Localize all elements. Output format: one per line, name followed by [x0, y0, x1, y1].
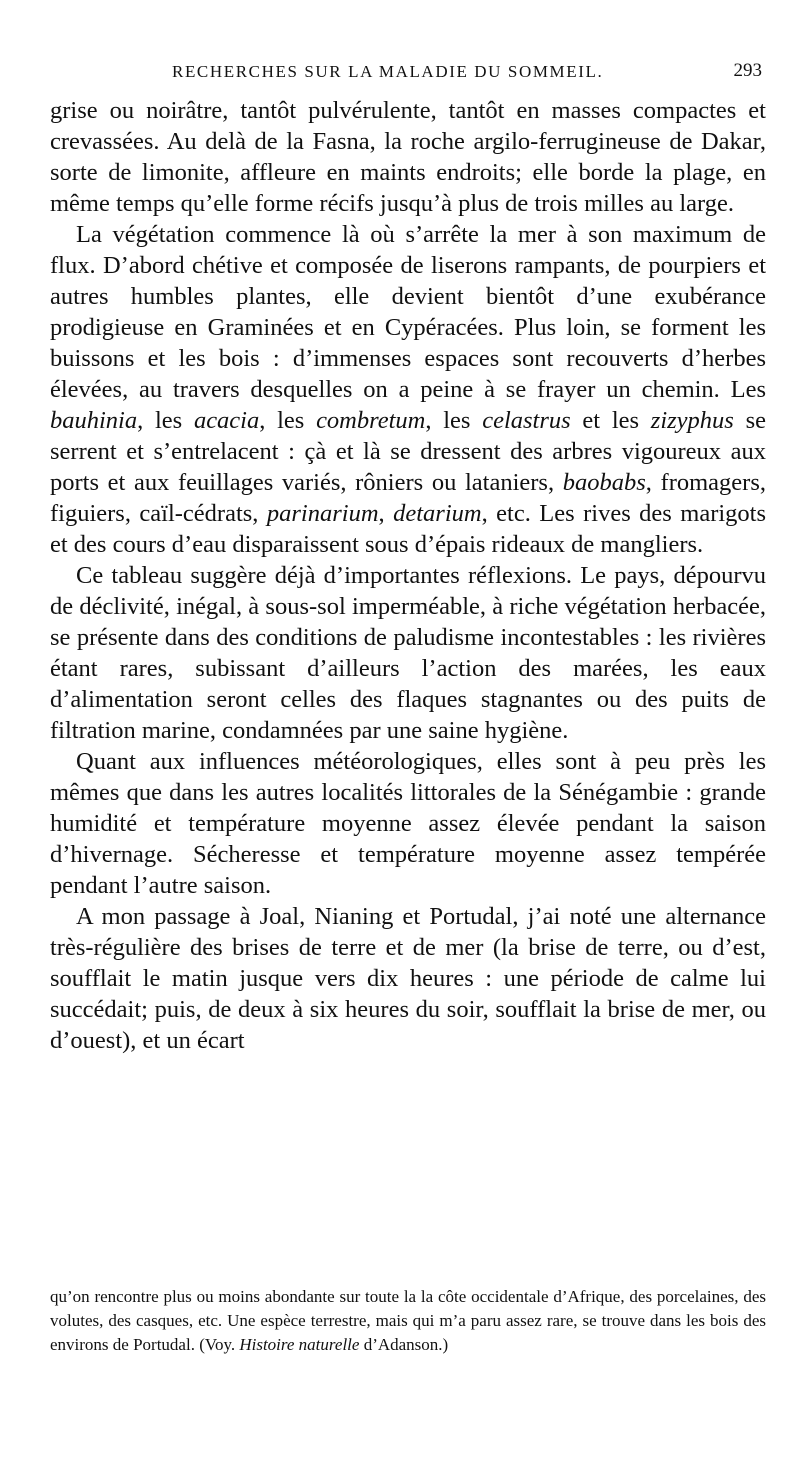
- italic-term: zizyphus: [650, 407, 734, 434]
- text-run: , les: [259, 407, 317, 434]
- paragraph-5: A mon passage à Joal, Nianing et Portudal, j’ai noté une alternance très-régulière des brises de terre et de mer (la brise de terre, ou d’est, soufflait le matin jusque vers dix heures : une période de calme lui succédait; puis, de deux à six heures du soir, soufflait la brise de mer, ou d’ouest), et un écart: [50, 903, 766, 1054]
- text-run: , fromagers, figuiers, caïl-cédrats,: [50, 469, 766, 527]
- page-header: [50, 56, 762, 96]
- footnote-text: qu’on rencontre plus ou moins abondante sur toute la la côte occidentale d’Afrique, des porcelaines, des volutes, des casques, etc. Une espèce terrestre, mais qui m’a paru assez rare, se trouve dans les bois des environs de Portudal. (Voy.: [50, 1287, 766, 1354]
- footnote: [50, 1285, 766, 1357]
- paragraph-4: Quant aux influences météorologiques, elles sont à peu près les mêmes que dans les autres localités littorales de la Sénégambie : grande humidité et température moyenne assez élevée pendant la saison d’hivernage. Sécheresse et température moyenne assez tempérée pendant l’autre saison.: [50, 748, 766, 899]
- italic-term: celastrus: [482, 407, 571, 434]
- text-run: se serrent et s’entrelacent : çà et là se dressent des arbres vigoureux aux ports et aux feuillages variés, rôniers ou lataniers,: [50, 407, 766, 496]
- text-run: , etc. Les rives des marigots et des cours d’eau disparaissent sous d’épais rideaux de mangliers.: [50, 500, 767, 558]
- paragraph-1: grise ou noirâtre, tantôt pulvérulente, tantôt en masses compactes et crevassées. Au delà de la Fasna, la roche argilo-ferrugineuse de Dakar, sorte de limonite, affleure en maints endroits; elle borde la plage, en même temps qu’elle forme récifs jusqu’à plus de trois milles au large.: [50, 97, 766, 217]
- footnote-italic-title: Histoire naturelle: [239, 1335, 360, 1354]
- footnote-text: d’Adanson.): [359, 1335, 449, 1354]
- text-run: , les: [137, 407, 194, 434]
- italic-term: acacia: [193, 407, 260, 434]
- text-run: et les: [570, 407, 651, 434]
- text-run: ,: [378, 500, 394, 527]
- text-run: , les: [425, 407, 483, 434]
- paragraph-2: [50, 219, 766, 560]
- main-text: [50, 95, 766, 1056]
- italic-term: combretum: [316, 407, 426, 434]
- running-title: RECHERCHES SUR LA MALADIE DU SOMMEIL.: [172, 62, 604, 81]
- page-number: 293: [733, 60, 762, 81]
- text-run: La végétation commence là où s’arrête la mer à son maximum de flux. D’abord chétive et composée de liserons rampants, de pourpiers et autres humbles plantes, elle devient bientôt d’une exubérance prodigieuse en Graminées et en Cypéracées. Plus loin, se forment les buissons et les bois : d’immenses espaces sont recouverts d’herbes élevées, au travers desquelles on a peine à se frayer un chemin. Les: [50, 221, 766, 403]
- italic-term: bauhinia: [50, 407, 138, 434]
- italic-term: baobabs: [562, 469, 646, 496]
- italic-term: parinarium: [266, 500, 379, 527]
- paragraph-3: Ce tableau suggère déjà d’importantes réflexions. Le pays, dépourvu de déclivité, inégal, à sous-sol imperméable, à riche végétation herbacée, se présente dans des conditions de paludisme incontestables : les rivières étant rares, subissant d’ailleurs l’action des marées, les eaux d’alimentation seront celles des flaques stagnantes ou des puits de filtration marine, condamnées par une saine hygiène.: [50, 562, 766, 744]
- italic-term: detarium: [393, 500, 482, 527]
